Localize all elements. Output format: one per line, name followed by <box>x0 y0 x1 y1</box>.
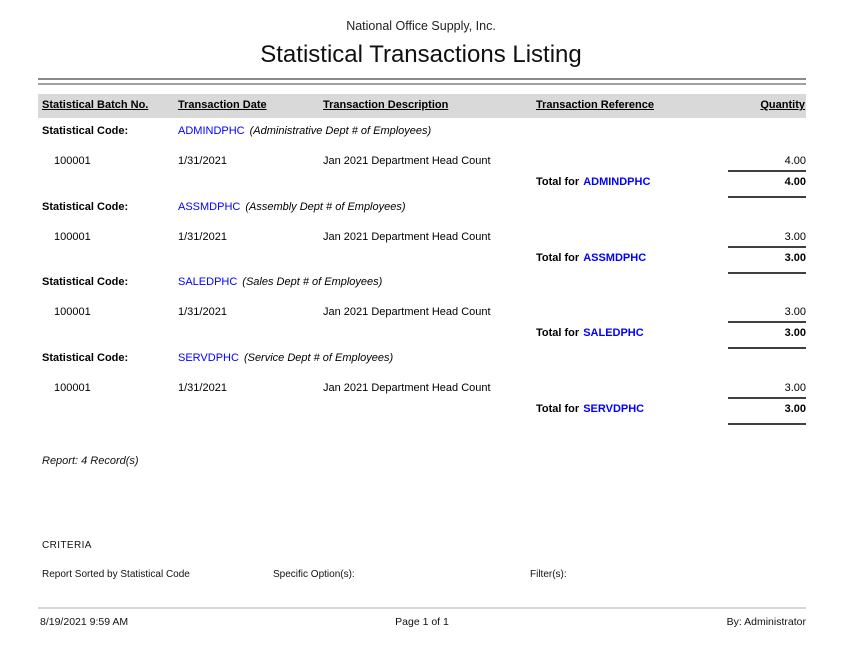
total-quantity-value: 4.00 <box>784 176 806 188</box>
transaction-date: 1/31/2021 <box>178 382 227 394</box>
title-divider <box>38 78 806 85</box>
transaction-date: 1/31/2021 <box>178 306 227 318</box>
footer-page-number: Page 1 of 1 <box>395 616 449 628</box>
total-wrap <box>536 327 644 339</box>
statistical-code-label: Statistical Code: <box>42 201 129 213</box>
criteria-heading: CRITERIA <box>42 540 92 551</box>
total-row <box>38 403 806 417</box>
total-row <box>38 327 806 341</box>
statistical-code-value: ASSMDPHC <box>178 201 241 213</box>
transaction-description: Jan 2021 Department Head Count <box>323 382 491 394</box>
statistical-code-description: (Service Dept # of Employees) <box>243 352 394 364</box>
footer-divider <box>38 607 806 609</box>
total-for-label: Total for <box>536 176 580 188</box>
criteria-row <box>38 569 806 582</box>
statistical-code-label: Statistical Code: <box>42 276 129 288</box>
transaction-description: Jan 2021 Department Head Count <box>323 231 491 243</box>
page-title: Statistical Transactions Listing <box>260 41 582 68</box>
column-header-reference: Transaction Reference <box>536 99 654 111</box>
code-row <box>38 352 806 366</box>
batch-number: 100001 <box>54 306 91 318</box>
code-row <box>38 201 806 215</box>
footer-generated-by: By: Administrator <box>726 616 806 628</box>
batch-number: 100001 <box>54 155 91 167</box>
footer-row <box>38 616 806 630</box>
quantity-value: 3.00 <box>784 231 806 243</box>
criteria-filters-label: Filter(s): <box>530 569 567 580</box>
total-rule-bottom <box>728 423 806 425</box>
total-code-value: SALEDPHC <box>583 327 644 339</box>
quantity-value: 3.00 <box>784 382 806 394</box>
code-wrap <box>178 201 406 213</box>
transaction-row <box>38 382 806 396</box>
total-wrap <box>536 176 650 188</box>
total-for-label: Total for <box>536 403 580 415</box>
record-count: Report: 4 Record(s) <box>42 455 139 467</box>
total-rule-bottom <box>728 196 806 198</box>
statistical-code-label: Statistical Code: <box>42 125 129 137</box>
statistical-code-value: ADMINDPHC <box>178 125 245 137</box>
total-quantity-value: 3.00 <box>784 403 806 415</box>
total-for-label: Total for <box>536 252 580 264</box>
total-quantity-value: 3.00 <box>784 327 806 339</box>
column-header-date: Transaction Date <box>178 99 267 111</box>
statistical-code-section <box>38 352 806 428</box>
total-code-value: SERVDPHC <box>583 403 645 415</box>
transaction-row <box>38 231 806 245</box>
total-code-value: ADMINDPHC <box>583 176 651 188</box>
column-header-quantity: Quantity <box>760 99 805 111</box>
criteria-specific-options-label: Specific Option(s): <box>273 569 355 580</box>
total-rule-top <box>728 321 806 323</box>
footer-datetime: 8/19/2021 9:59 AM <box>40 616 129 628</box>
total-rule-top <box>728 170 806 172</box>
statistical-code-section <box>38 125 806 201</box>
transaction-row <box>38 155 806 169</box>
criteria-sorted-by: Report Sorted by Statistical Code <box>42 569 190 580</box>
batch-number: 100001 <box>54 382 91 394</box>
company-name: National Office Supply, Inc. <box>346 19 496 33</box>
quantity-value: 4.00 <box>784 155 806 167</box>
statistical-code-description: (Sales Dept # of Employees) <box>242 276 383 288</box>
total-for-label: Total for <box>536 327 580 339</box>
total-row <box>38 176 806 190</box>
statistical-code-label: Statistical Code: <box>42 352 129 364</box>
column-header-batch: Statistical Batch No. <box>42 99 149 111</box>
code-row <box>38 276 806 290</box>
transaction-date: 1/31/2021 <box>178 231 227 243</box>
transaction-date: 1/31/2021 <box>178 155 227 167</box>
transaction-description: Jan 2021 Department Head Count <box>323 155 491 167</box>
statistical-code-value: SERVDPHC <box>178 352 239 364</box>
code-row <box>38 125 806 139</box>
total-wrap <box>536 252 646 264</box>
total-code-value: ASSMDPHC <box>583 252 647 264</box>
total-rule-bottom <box>728 347 806 349</box>
total-rule-top <box>728 397 806 399</box>
transaction-description: Jan 2021 Department Head Count <box>323 306 491 318</box>
quantity-value: 3.00 <box>784 306 806 318</box>
transaction-row <box>38 306 806 320</box>
code-wrap <box>178 125 431 137</box>
column-header-row <box>38 94 806 118</box>
column-header-description: Transaction Description <box>323 99 449 111</box>
total-wrap <box>536 403 644 415</box>
total-rule-top <box>728 246 806 248</box>
total-row <box>38 252 806 266</box>
total-quantity-value: 3.00 <box>784 252 806 264</box>
statistical-code-description: (Administrative Dept # of Employees) <box>249 125 432 137</box>
statistical-code-value: SALEDPHC <box>178 276 238 288</box>
code-wrap <box>178 352 393 364</box>
statistical-code-section <box>38 201 806 277</box>
total-rule-bottom <box>728 272 806 274</box>
statistical-code-section <box>38 276 806 352</box>
code-wrap <box>178 276 382 288</box>
batch-number: 100001 <box>54 231 91 243</box>
statistical-code-description: (Assembly Dept # of Employees) <box>245 201 406 213</box>
